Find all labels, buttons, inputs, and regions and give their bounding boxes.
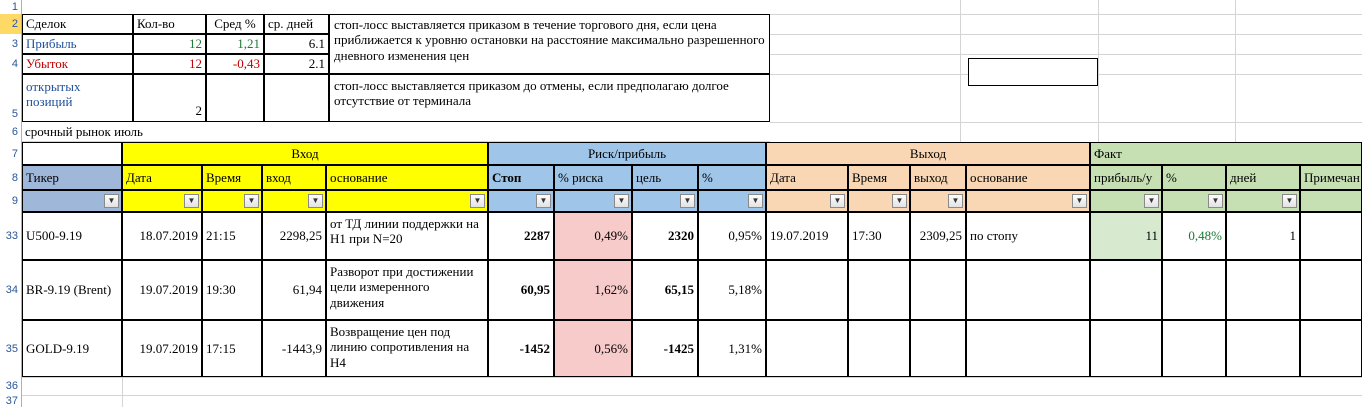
row-header-8[interactable]: 8	[0, 165, 22, 190]
table-row[interactable]: 11	[1090, 212, 1162, 260]
row-header-6[interactable]: 6	[0, 122, 22, 142]
column-header-stop[interactable]: Стоп	[488, 165, 554, 190]
table-row[interactable]: 17:15	[202, 320, 262, 377]
table-row[interactable]: от ТД линии поддержки на Н1 при N=20	[326, 212, 488, 260]
table-row[interactable]	[966, 260, 1090, 320]
table-row[interactable]	[766, 260, 848, 320]
table-row[interactable]: Разворот при достижении цели измеренного движения	[326, 260, 488, 320]
note-stoploss-gtc: стоп-лосс выставляется приказом до отмены, если предполагаю долгое отсутствие от терминала	[329, 74, 770, 122]
table-row[interactable]: 0,56%	[554, 320, 632, 377]
column-header-comment[interactable]: Примечан	[1300, 165, 1362, 190]
table-row[interactable]: Возвращение цен под линию сопротивления на Н4	[326, 320, 488, 377]
column-header-exit-reason[interactable]: основание	[966, 165, 1090, 190]
table-row[interactable]	[766, 320, 848, 377]
row-header-36[interactable]: 36	[0, 377, 22, 395]
table-row[interactable]	[1300, 320, 1362, 377]
table-row[interactable]: 65,15	[632, 260, 698, 320]
table-row[interactable]	[1226, 320, 1300, 377]
table-row[interactable]: 2298,25	[262, 212, 326, 260]
filter-row-comment[interactable]	[1300, 190, 1362, 212]
filter-dropdown-risk-pct[interactable]	[614, 194, 629, 208]
table-row[interactable]: 1	[1226, 212, 1300, 260]
table-row[interactable]: 2287	[488, 212, 554, 260]
summary-row-loss-avg: -0,43	[206, 54, 264, 74]
table-row[interactable]: 19.07.2019	[766, 212, 848, 260]
table-row[interactable]	[1300, 260, 1362, 320]
column-header-entry-date[interactable]: Дата	[122, 165, 202, 190]
column-header-profit-pct[interactable]: %	[1162, 165, 1226, 190]
filter-dropdown-exit-price[interactable]	[948, 194, 963, 208]
row-header-5[interactable]: 5	[0, 74, 22, 122]
row-header-4[interactable]: 4	[0, 54, 22, 74]
table-row[interactable]: 19:30	[202, 260, 262, 320]
column-header-profit[interactable]: прибыль/у	[1090, 165, 1162, 190]
chevron-down-icon: ▼	[617, 195, 626, 205]
table-row[interactable]: 18.07.2019	[122, 212, 202, 260]
table-row[interactable]	[1300, 212, 1362, 260]
column-header-days[interactable]: дней	[1226, 165, 1300, 190]
chevron-down-icon: ▼	[1211, 195, 1220, 205]
table-row[interactable]: 1,62%	[554, 260, 632, 320]
column-header-exit-date[interactable]: Дата	[766, 165, 848, 190]
filter-dropdown-days[interactable]	[1282, 194, 1297, 208]
grid-vline	[960, 0, 961, 142]
row-header-35[interactable]: 35	[0, 320, 22, 377]
filter-dropdown-entry-price[interactable]	[308, 194, 323, 208]
column-header-entry-price[interactable]: вход	[262, 165, 326, 190]
table-row[interactable]: 5,18%	[698, 260, 766, 320]
row-header-7[interactable]: 7	[0, 142, 22, 165]
table-row[interactable]	[1162, 320, 1226, 377]
column-header-exit-price[interactable]: выход	[910, 165, 966, 190]
table-row[interactable]: BR-9.19 (Brent)	[22, 260, 122, 320]
group-header-exit: Выход	[766, 142, 1090, 165]
table-row[interactable]: -1425	[632, 320, 698, 377]
table-row[interactable]	[848, 260, 910, 320]
filter-dropdown-profit[interactable]	[1144, 194, 1159, 208]
grid-hline	[770, 34, 1362, 35]
summary-header-count: Кол-во	[133, 14, 206, 34]
table-row[interactable]: 21:15	[202, 212, 262, 260]
table-row[interactable]	[1090, 320, 1162, 377]
group-header-fact: Факт	[1090, 142, 1362, 165]
market-label: срочный рынок июль	[25, 124, 143, 140]
column-header-exit-time[interactable]: Время	[848, 165, 910, 190]
table-row[interactable]	[910, 320, 966, 377]
column-header-ticker[interactable]: Тикер	[22, 165, 122, 190]
summary-row-open-label: открытых позиций	[22, 74, 133, 122]
filter-dropdown-pct[interactable]	[748, 194, 763, 208]
chevron-down-icon: ▼	[539, 195, 548, 205]
row-header-2[interactable]: 2	[0, 14, 22, 34]
summary-row-loss-days: 2.1	[264, 54, 329, 74]
summary-header-deals: Сделок	[22, 14, 133, 34]
group-header-entry: Вход	[122, 142, 488, 165]
grid-hline	[770, 54, 1362, 55]
table-row[interactable]	[966, 320, 1090, 377]
filter-dropdown-entry-reason[interactable]	[470, 194, 485, 208]
column-header-risk-pct[interactable]: % риска	[554, 165, 632, 190]
summary-row-profit-label: Прибыль	[22, 34, 133, 54]
summary-row-loss-count: 12	[133, 54, 206, 74]
column-header-target[interactable]: цель	[632, 165, 698, 190]
row-header-3[interactable]: 3	[0, 34, 22, 54]
column-header-entry-time[interactable]: Время	[202, 165, 262, 190]
grid-hline	[770, 14, 1362, 15]
table-row[interactable]: -1452	[488, 320, 554, 377]
grid-vline	[122, 377, 123, 407]
chevron-down-icon: ▼	[1075, 195, 1084, 205]
row-header-9[interactable]: 9	[0, 190, 22, 212]
filter-dropdown-stop[interactable]	[536, 194, 551, 208]
table-row[interactable]	[1226, 260, 1300, 320]
filter-row-entry-reason[interactable]	[326, 190, 488, 212]
table-row[interactable]	[910, 260, 966, 320]
summary-row-open-count: 2	[133, 74, 206, 122]
grid-hline	[22, 395, 1362, 396]
chevron-down-icon: ▼	[107, 195, 116, 205]
grid-vline	[1098, 0, 1099, 142]
selected-empty-cell[interactable]	[968, 58, 1098, 86]
chevron-down-icon: ▼	[895, 195, 904, 205]
row-header-37[interactable]: 37	[0, 395, 22, 407]
chevron-down-icon: ▼	[311, 195, 320, 205]
grid-hline	[22, 377, 1362, 378]
table-row[interactable]	[1090, 260, 1162, 320]
grid-vline	[1235, 0, 1236, 142]
row-header-33[interactable]: 33	[0, 212, 22, 260]
table-row[interactable]: GOLD-9.19	[22, 320, 122, 377]
column-header-entry-reason[interactable]: основание	[326, 165, 488, 190]
table-row[interactable]: 0,48%	[1162, 212, 1226, 260]
table-row[interactable]: 0,49%	[554, 212, 632, 260]
note-stoploss-intraday: стоп-лосс выставляется приказом в течение торгового дня, если цена приближается к уровню остановки на расстояние максимально разрешенного дневного изменения цен	[329, 14, 770, 74]
summary-row-profit-count: 12	[133, 34, 206, 54]
filter-dropdown-ticker[interactable]	[104, 194, 119, 208]
table-row[interactable]: 61,94	[262, 260, 326, 320]
summary-row-open-avg	[206, 74, 264, 122]
filter-dropdown-exit-reason[interactable]	[1072, 194, 1087, 208]
table-row[interactable]: 17:30	[848, 212, 910, 260]
column-header-pct[interactable]: %	[698, 165, 766, 190]
table-row[interactable]: 2320	[632, 212, 698, 260]
chevron-down-icon: ▼	[751, 195, 760, 205]
filter-dropdown-profit-pct[interactable]	[1208, 194, 1223, 208]
filter-dropdown-target[interactable]	[680, 194, 695, 208]
table-row[interactable]: 19.07.2019	[122, 260, 202, 320]
table-row[interactable]	[1162, 260, 1226, 320]
table-row[interactable]: по стопу	[966, 212, 1090, 260]
group-header-risk: Риск/прибыль	[488, 142, 766, 165]
table-row[interactable]: 2309,25	[910, 212, 966, 260]
chevron-down-icon: ▼	[247, 195, 256, 205]
chevron-down-icon: ▼	[1285, 195, 1294, 205]
summary-header-days: ср. дней	[264, 14, 329, 34]
summary-row-profit-days: 6.1	[264, 34, 329, 54]
table-row[interactable]: 0,95%	[698, 212, 766, 260]
filter-active-icon: ▼	[833, 195, 842, 205]
row-header-1[interactable]: 1	[0, 0, 22, 14]
filter-dropdown-entry-date[interactable]	[184, 194, 199, 208]
filter-dropdown-exit-time[interactable]	[892, 194, 907, 208]
row-header-34[interactable]: 34	[0, 260, 22, 320]
summary-row-open-days	[264, 74, 329, 122]
summary-row-loss-label: Убыток	[22, 54, 133, 74]
summary-row-profit-avg: 1,21	[206, 34, 264, 54]
table-row[interactable]: 1,31%	[698, 320, 766, 377]
table-row[interactable]: U500-9.19	[22, 212, 122, 260]
table-row[interactable]: 19.07.2019	[122, 320, 202, 377]
table-row[interactable]: 60,95	[488, 260, 554, 320]
chevron-down-icon: ▼	[473, 195, 482, 205]
filter-dropdown-entry-time[interactable]	[244, 194, 259, 208]
chevron-down-icon: ▼	[1147, 195, 1156, 205]
chevron-down-icon: ▼	[951, 195, 960, 205]
table-row[interactable]: -1443,9	[262, 320, 326, 377]
chevron-down-icon: ▼	[683, 195, 692, 205]
summary-header-avg: Сред %	[206, 14, 264, 34]
grid-hline	[770, 122, 1362, 123]
chevron-down-icon: ▼	[187, 195, 196, 205]
table-row[interactable]	[848, 320, 910, 377]
filter-dropdown-exit-date-active[interactable]	[830, 194, 845, 208]
group-blank	[22, 142, 122, 165]
